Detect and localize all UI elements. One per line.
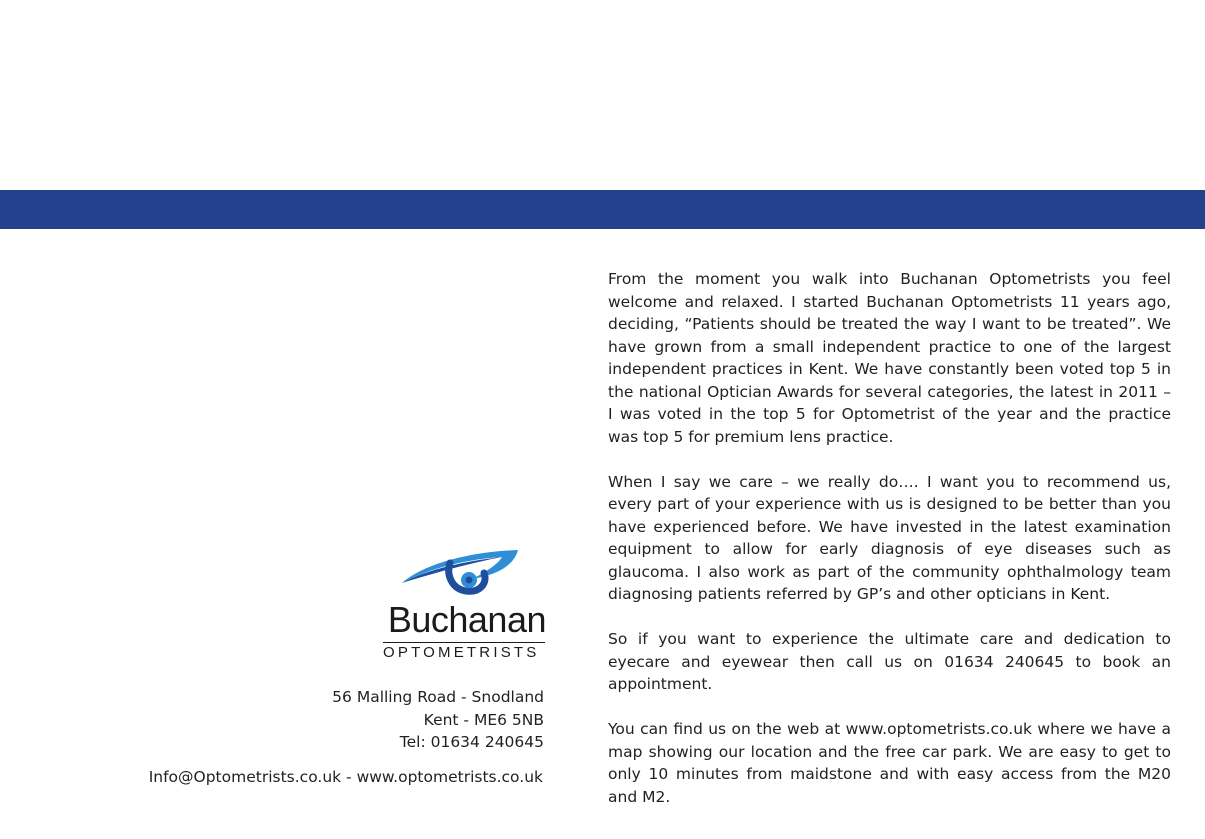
address-block: [332, 686, 544, 754]
buchanan-logo: [380, 545, 546, 665]
logo-divider: [383, 642, 545, 643]
address-phone: Tel: 01634 240645: [399, 733, 544, 751]
contact-links[interactable]: Info@Optometrists.co.uk - www.optometrists.co.uk: [148, 768, 543, 786]
paragraph-web: You can find us on the web at www.optometrists.co.uk where we have a map showing our location and the free car park. We are easy to get to only 10 minutes from maidstone and with easy access from the M20 and M2.: [608, 720, 1171, 806]
address-street: 56 Malling Road - Snodland: [332, 688, 544, 706]
paragraph-intro: From the moment you walk into Buchanan Optometrists you feel welcome and relaxed. I started Buchanan Optometrists 11 years ago, deciding, “Patients should be treated the way I want to be treated”. We have grown from a small independent practice to one of the largest independent practices in Kent. We have constantly been voted top 5 in the national Optician Awards for several categories, the latest in 2011 – I was voted in the top 5 for Optometrist of the year and the practice was top 5 for premium lens practice.: [608, 270, 1171, 446]
address-town: Kent - ME6 5NB: [423, 710, 544, 729]
paragraph-care: When I say we care – we really do…. I want you to recommend us, every part of your experience with us is designed to be better than you have experienced before. We have invested in the latest examination equipment to allow for early diagnosis of eye diseases such as glaucoma. I also work as part of the community ophthalmology team diagnosing patients referred by GP’s and other opticians in Kent.: [608, 472, 1171, 603]
header-band: [0, 190, 1205, 229]
logo-subtitle: OPTOMETRISTS: [383, 644, 540, 661]
body-copy: [608, 268, 1171, 831]
paragraph-appointment: So if you want to experience the ultimate care and dedication to eyecare and eyewear then call us on 01634 240645 to book an appointment.: [608, 630, 1171, 693]
logo-name: Buchanan: [387, 599, 546, 640]
eye-swoosh-icon: [380, 545, 546, 603]
